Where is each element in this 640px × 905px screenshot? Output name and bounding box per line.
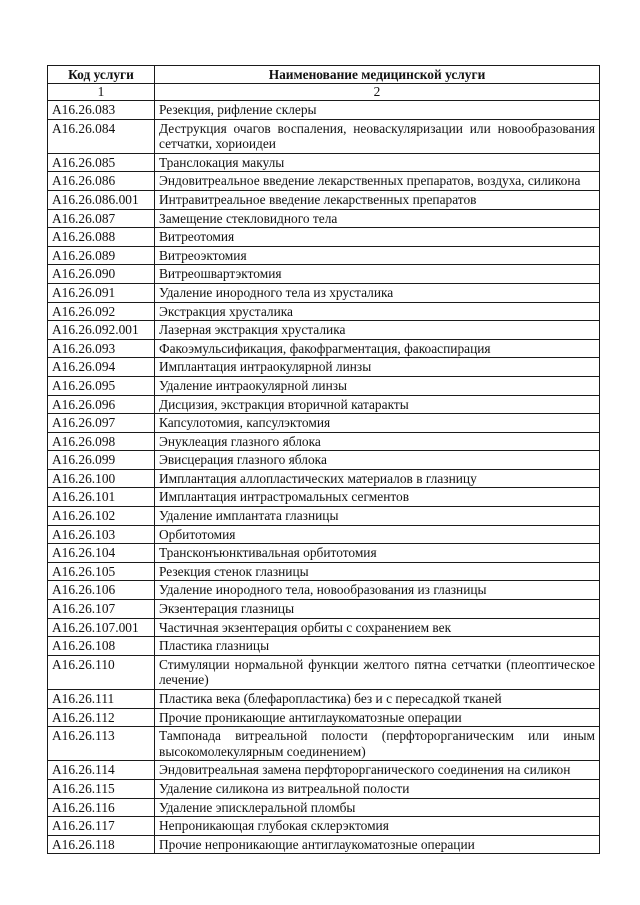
service-code: A16.26.100 — [48, 469, 155, 488]
table-row — [48, 798, 600, 817]
table-row — [48, 395, 600, 414]
table-row — [48, 119, 600, 153]
service-code: A16.26.118 — [48, 835, 155, 854]
table-row — [48, 690, 600, 709]
table-row — [48, 153, 600, 172]
service-name: Имплантация аллопластических материалов в глазницу — [155, 469, 600, 488]
service-code: A16.26.106 — [48, 581, 155, 600]
table-row — [48, 469, 600, 488]
table-body — [48, 101, 600, 854]
service-code: A16.26.086.001 — [48, 190, 155, 209]
header-code: Код услуги — [48, 66, 155, 84]
service-name: Дисцизия, экстракция вторичной катаракты — [155, 395, 600, 414]
service-name: Имплантация интрастромальных сегментов — [155, 488, 600, 507]
service-code: A16.26.089 — [48, 246, 155, 265]
service-name: Эндовитреальное введение лекарственных препаратов, воздуха, силикона — [155, 172, 600, 191]
service-name: Прочие непроникающие антиглаукоматозные операции — [155, 835, 600, 854]
service-name: Витреоэктомия — [155, 246, 600, 265]
service-code: A16.26.094 — [48, 358, 155, 377]
header-row — [48, 66, 600, 84]
table-row — [48, 172, 600, 191]
service-name: Резекция, рифление склеры — [155, 101, 600, 120]
table-row — [48, 581, 600, 600]
service-name: Частичная экзентерация орбиты с сохранением век — [155, 618, 600, 637]
table-row — [48, 488, 600, 507]
service-code: A16.26.098 — [48, 432, 155, 451]
column-number-name: 2 — [155, 84, 600, 101]
table-row — [48, 637, 600, 656]
service-name: Тампонада витреальной полости (перфторорганическим или иным высокомолекулярным соединением) — [155, 727, 600, 761]
service-name: Факоэмульсификация, факофрагментация, факоаспирация — [155, 339, 600, 358]
service-code: A16.26.086 — [48, 172, 155, 191]
table-row — [48, 618, 600, 637]
service-name: Экзентерация глазницы — [155, 600, 600, 619]
service-code: A16.26.112 — [48, 708, 155, 727]
document-page — [47, 65, 599, 854]
service-name: Деструкция очагов воспаления, неоваскуляризации или новообразования сетчатки, хориоидеи — [155, 119, 600, 153]
service-code: A16.26.095 — [48, 376, 155, 395]
table-row — [48, 101, 600, 120]
table-row — [48, 432, 600, 451]
table-row — [48, 507, 600, 526]
service-name: Лазерная экстракция хрусталика — [155, 321, 600, 340]
service-name: Витреошвартэктомия — [155, 265, 600, 284]
service-name: Замещение стекловидного тела — [155, 209, 600, 228]
service-code: A16.26.099 — [48, 451, 155, 470]
service-code: A16.26.114 — [48, 761, 155, 780]
service-code: A16.26.110 — [48, 655, 155, 689]
service-code: A16.26.116 — [48, 798, 155, 817]
service-code: A16.26.107 — [48, 600, 155, 619]
service-name: Эвисцерация глазного яблока — [155, 451, 600, 470]
table-header — [48, 66, 600, 101]
service-code: A16.26.097 — [48, 414, 155, 433]
service-name: Имплантация интраокулярной линзы — [155, 358, 600, 377]
service-code: A16.26.105 — [48, 562, 155, 581]
table-row — [48, 414, 600, 433]
service-code: A16.26.103 — [48, 525, 155, 544]
table-row — [48, 708, 600, 727]
table-row — [48, 600, 600, 619]
table-row — [48, 655, 600, 689]
service-code: A16.26.092.001 — [48, 321, 155, 340]
table-row — [48, 339, 600, 358]
service-name: Экстракция хрусталика — [155, 302, 600, 321]
table-row — [48, 321, 600, 340]
table-row — [48, 246, 600, 265]
table-row — [48, 727, 600, 761]
service-name: Интравитреальное введение лекарственных препаратов — [155, 190, 600, 209]
service-code: A16.26.088 — [48, 228, 155, 247]
service-name: Пластика глазницы — [155, 637, 600, 656]
service-code: A16.26.108 — [48, 637, 155, 656]
table-row — [48, 265, 600, 284]
service-name: Удаление силикона из витреальной полости — [155, 779, 600, 798]
table-row — [48, 228, 600, 247]
table-row — [48, 209, 600, 228]
services-table — [47, 65, 600, 854]
service-name: Удаление инородного тела, новообразования из глазницы — [155, 581, 600, 600]
table-row — [48, 190, 600, 209]
service-name: Резекция стенок глазницы — [155, 562, 600, 581]
service-code: A16.26.085 — [48, 153, 155, 172]
service-code: A16.26.090 — [48, 265, 155, 284]
service-name: Удаление интраокулярной линзы — [155, 376, 600, 395]
service-name: Витреотомия — [155, 228, 600, 247]
service-name: Пластика века (блефаропластика) без и с пересадкой тканей — [155, 690, 600, 709]
table-row — [48, 835, 600, 854]
service-code: A16.26.102 — [48, 507, 155, 526]
table-row — [48, 376, 600, 395]
table-row — [48, 283, 600, 302]
service-code: A16.26.092 — [48, 302, 155, 321]
service-code: A16.26.087 — [48, 209, 155, 228]
service-code: A16.26.101 — [48, 488, 155, 507]
table-row — [48, 779, 600, 798]
service-code: A16.26.115 — [48, 779, 155, 798]
service-name: Эндовитреальная замена перфторорганического соединения на силикон — [155, 761, 600, 780]
table-row — [48, 562, 600, 581]
service-code: A16.26.111 — [48, 690, 155, 709]
service-code: A16.26.113 — [48, 727, 155, 761]
table-row — [48, 302, 600, 321]
service-name: Транслокация макулы — [155, 153, 600, 172]
column-number-code: 1 — [48, 84, 155, 101]
table-row — [48, 451, 600, 470]
service-name: Непроникающая глубокая склерэктомия — [155, 817, 600, 836]
service-name: Энуклеация глазного яблока — [155, 432, 600, 451]
service-code: A16.26.083 — [48, 101, 155, 120]
service-name: Удаление эписклеральной пломбы — [155, 798, 600, 817]
service-code: A16.26.084 — [48, 119, 155, 153]
table-row — [48, 544, 600, 563]
service-code: A16.26.096 — [48, 395, 155, 414]
service-code: A16.26.117 — [48, 817, 155, 836]
service-code: A16.26.104 — [48, 544, 155, 563]
service-name: Трансконъюнктивальная орбитотомия — [155, 544, 600, 563]
header-name: Наименование медицинской услуги — [155, 66, 600, 84]
service-name: Прочие проникающие антиглаукоматозные операции — [155, 708, 600, 727]
table-row — [48, 817, 600, 836]
table-row — [48, 525, 600, 544]
table-row — [48, 358, 600, 377]
column-number-row — [48, 84, 600, 101]
table-row — [48, 761, 600, 780]
service-code: A16.26.093 — [48, 339, 155, 358]
service-name: Удаление инородного тела из хрусталика — [155, 283, 600, 302]
service-code: A16.26.107.001 — [48, 618, 155, 637]
service-code: A16.26.091 — [48, 283, 155, 302]
service-name: Стимуляции нормальной функции желтого пятна сетчатки (плеоптическое лечение) — [155, 655, 600, 689]
service-name: Удаление имплантата глазницы — [155, 507, 600, 526]
service-name: Орбитотомия — [155, 525, 600, 544]
service-name: Капсулотомия, капсулэктомия — [155, 414, 600, 433]
